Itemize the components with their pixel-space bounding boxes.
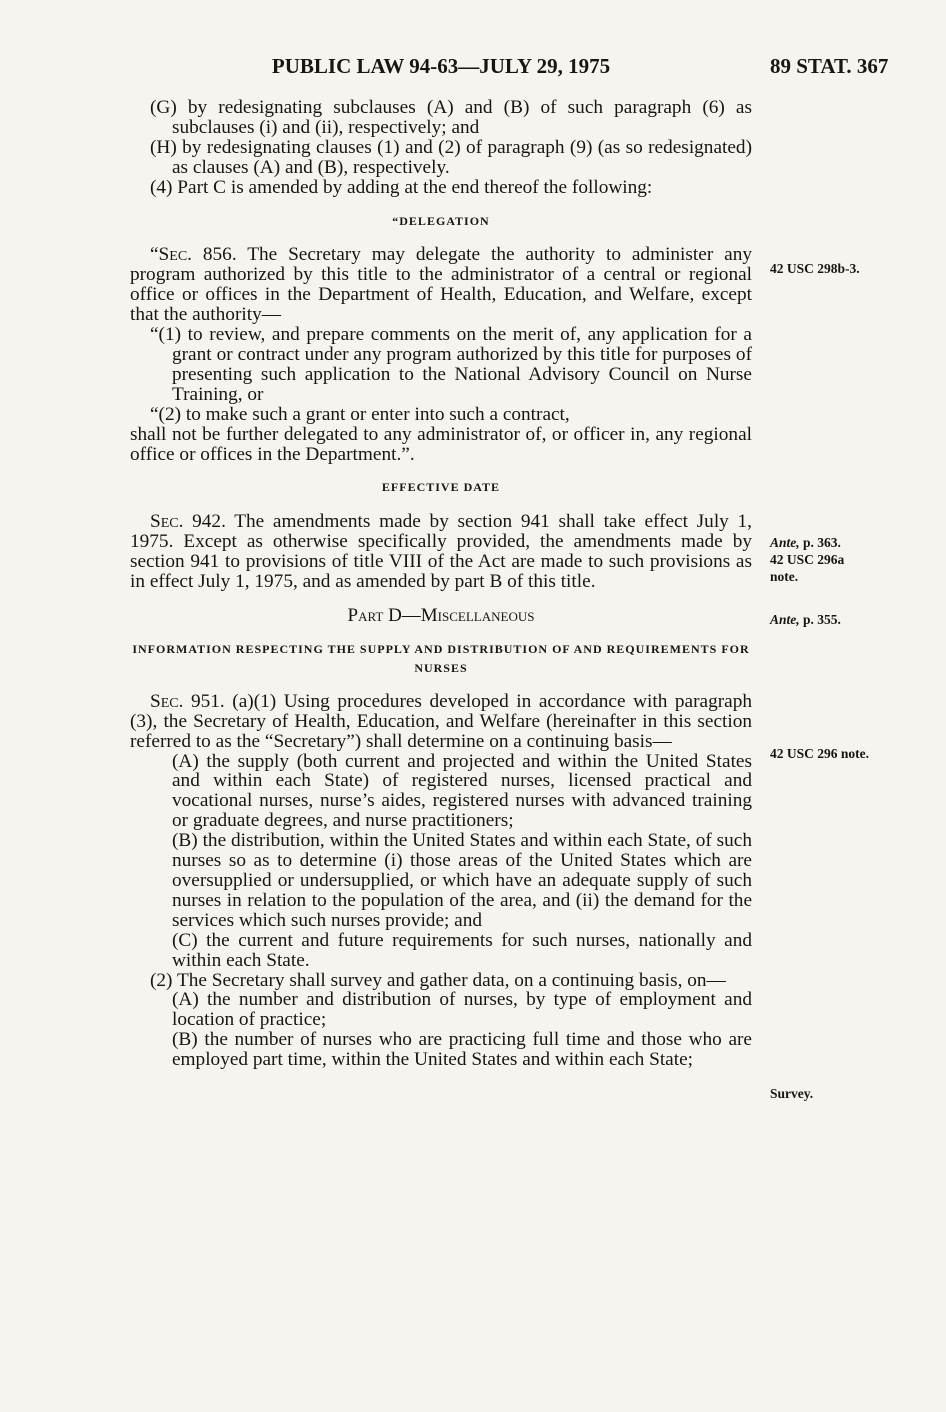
section-951-b: (B) the distribution, within the United States and within each State, of such nurses so as to determine (i) those areas of the United States which are oversupplied or undersupplied, or which have an adequate supply of such nurses in relation to the population of the area, and (ii) the demand for the services which such nurses provide; and [172,830,752,931]
margin-note-ante-355 [770,611,841,628]
effective-date-heading: EFFECTIVE DATE [381,480,501,495]
margin-note-ante-363-page: p. 363. [799,535,841,550]
margin-note-ante-363-italic: Ante, [770,535,800,550]
section-951 [130,692,752,752]
section-951-a: (A) the supply (both current and projected and within the United States and within each State) of registered nurses, licensed practical and vocational nurses, nurse’s aides, registered nurses with advanced training or graduate degrees, and nurse practitioners; [172,750,752,832]
section-951-abbr: Sec. [150,690,184,712]
section-942-text: 942. The amendments made by section 941 shall take effect July 1, 1975. Except as otherwise specifically provided, the amendments made by section 941 to provisions of title VIII of the Act are made to such provisions as in effect July 1, 1975, and as amended by part B of this title. [130,511,752,593]
delegation-heading: “DELEGATION [392,213,490,228]
margin-note-296a-note: note. [770,569,799,584]
margin-note-42-usc-296-note: 42 USC 296 note. [770,746,870,761]
section-856-end: shall not be further delegated to any administrator of, or officer in, any regional office or offices in the Department.”. [130,423,752,465]
section-951-paragraph-2: (2) The Secretary shall survey and gather data, on a continuing basis, on— [150,969,726,991]
section-951-2b: (B) the number of nurses who are practicing full time and those who are employed part time, within the United States and within each State; [172,1029,752,1071]
section-942-abbr: Sec. [150,511,184,533]
section-942 [130,512,752,592]
part-d-heading: Part D—Miscellaneous [347,604,535,626]
margin-note-ante-355-page: p. 355. [799,612,841,627]
section-856-text: 856. The Secretary may delegate the authority to administer any program authorized by this title to the administrator of a central or regional office or offices in the Department of Health, Education, and Welfare, except that the authority— [130,244,752,326]
section-951-text: 951. (a)(1) Using procedures developed in accordance with paragraph (3), the Secretary of Health, Education, and Welfare (hereinafter in this section referred to as the “Secretary”) shall determine on a continuing basis— [130,690,752,752]
page-header-title: PUBLIC LAW 94-63—JULY 29, 1975 [271,54,611,78]
section-951-2a: (A) the number and distribution of nurses, by type of employment and location of practice; [172,989,752,1031]
paragraph-4: (4) Part C is amended by adding at the end thereof the following: [150,176,653,198]
clause-h: (H) by redesignating clauses (1) and (2) of paragraph (9) (as so redesignated) as clauses (A) and (B), respectively. [150,136,752,178]
margin-note-42-usc-298b-3: 42 USC 298b-3. [770,261,860,276]
section-856-clause-1: “(1) to review, and prepare comments on the merit of, any application for a grant or contract under any program authorized by this title for purposes of presenting such application to the National Advisory Council on Nurse Training, or [150,324,752,405]
clause-g: (G) by redesignating subclauses (A) and (B) of such paragraph (6) as subclauses (i) and (ii), respectively; and [150,97,752,138]
section-951-c: (C) the current and future requirements for such nurses, nationally and within each State. [172,929,752,971]
information-heading: INFORMATION RESPECTING THE SUPPLY AND DISTRIBUTION OF AND REQUIREMENTS FOR NURSES [132,641,750,675]
margin-note-survey: Survey. [770,1086,814,1101]
margin-note-ante-363 [770,534,841,551]
margin-note-ante-355-italic: Ante, [770,612,800,627]
margin-note-42-usc-296a: 42 USC 296a [770,552,845,567]
body-text [130,98,752,1070]
section-856 [130,245,752,325]
section-856-clause-2: “(2) to make such a grant or enter into such a contract, [150,403,570,425]
section-856-abbr: “Sec. [150,244,192,266]
page-header-stat: 89 STAT. 367 [770,54,889,78]
